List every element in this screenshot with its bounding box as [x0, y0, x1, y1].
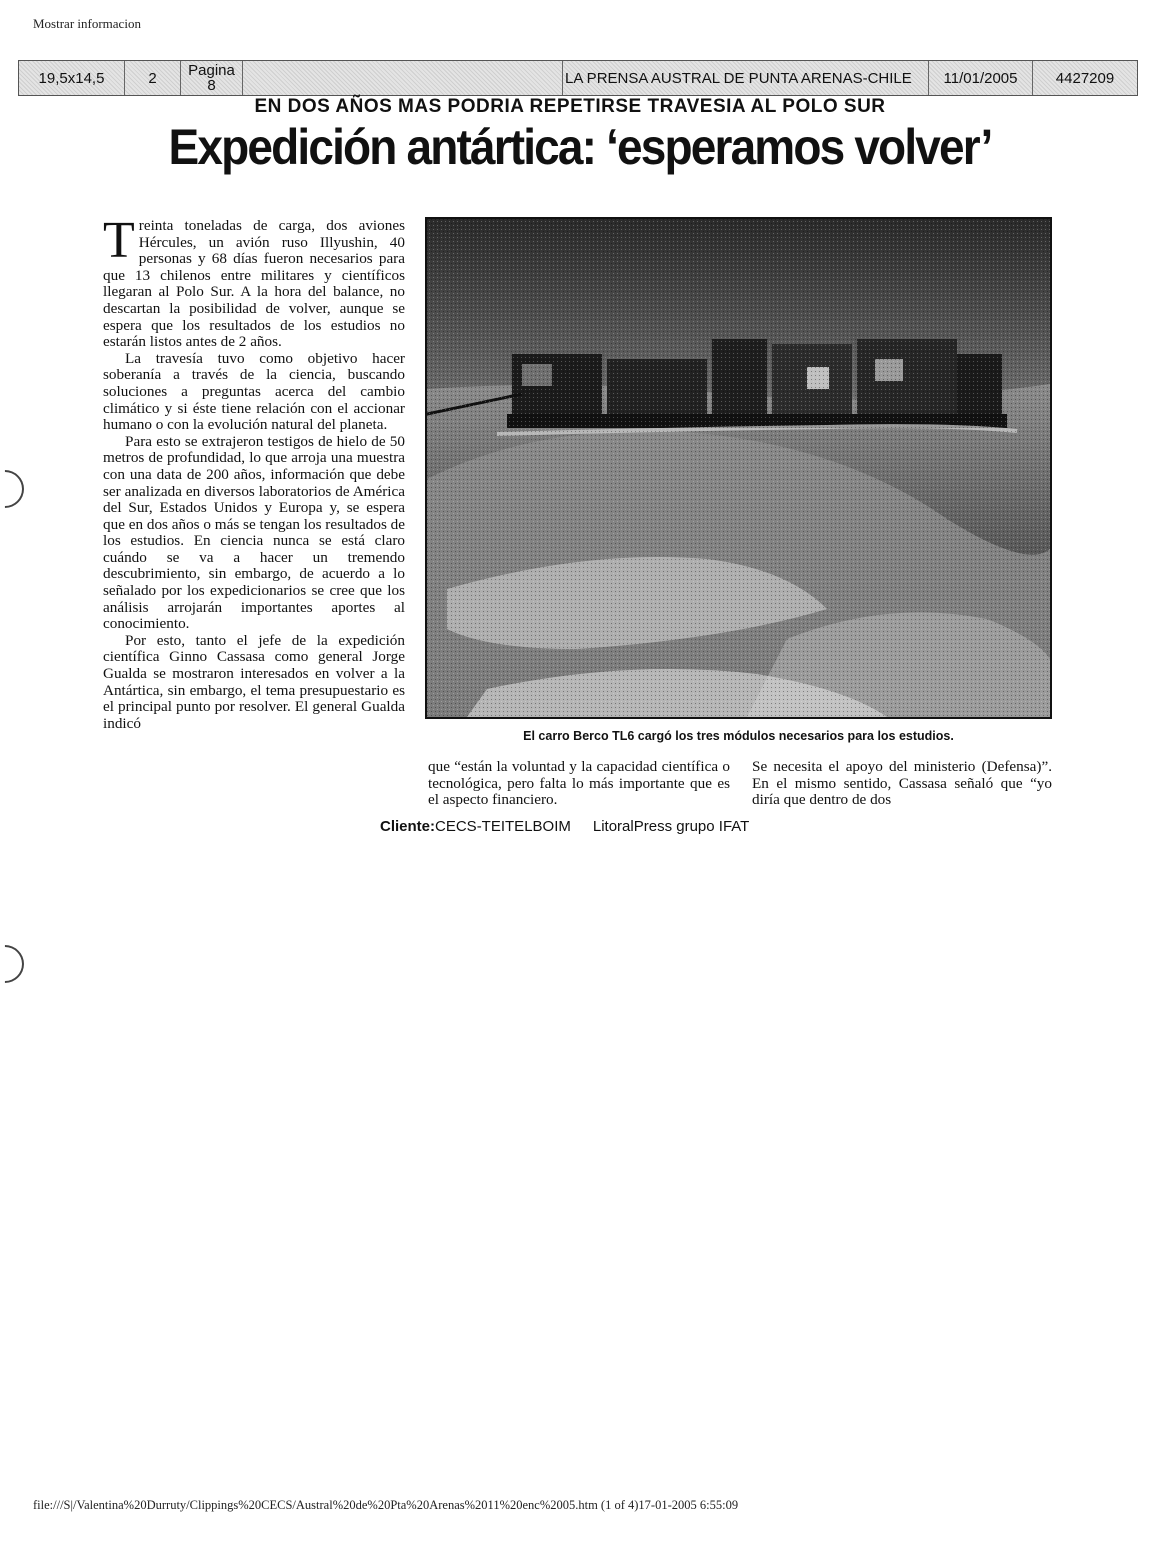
- meta-page-label: Pagina: [188, 62, 235, 79]
- antarctic-vehicle-photo: [427, 219, 1050, 717]
- article-paragraph-3: Para esto se extrajeron testigos de hielo de 50 metros de profundidad, lo que arroja una muestra con una data de 200 años, información que debe ser analizada en diversos laboratorios de América del Sur, Estados Unidos y Europa y, se espera que en dos años o más se tengan los resultados de los estudios. En ciencia nunca se está claro cuándo se va a hacer un tremendo descubrimiento, sin embargo, de acuerdo a lo señalado por los expedicionarios se cree que los análisis arrojarán importantes aportes al conocimiento.: [103, 432, 405, 633]
- article-column-right: [752, 759, 1052, 809]
- client-label: Cliente:: [380, 818, 436, 835]
- client-line: [380, 818, 749, 835]
- article-kicker: EN DOS AÑOS MAS PODRIA REPETIRSE TRAVESIA AL POLO SUR: [254, 96, 886, 117]
- article-column-middle: [428, 759, 730, 809]
- article-paragraph-1: [103, 212, 405, 351]
- punch-hole-mark: [0, 462, 32, 516]
- photo-caption: El carro Berco TL6 cargó los tres módulos necesarios para los estudios.: [523, 729, 954, 743]
- meta-spacer: [243, 61, 563, 95]
- meta-size: 19,5x14,5: [19, 61, 125, 95]
- meta-page-number: 8: [207, 77, 216, 94]
- article-continuation-middle: que “están la voluntad y la capacidad científica o tecnológica, pero falta lo más importante que es el aspecto financiero.: [428, 758, 730, 809]
- article-photo: [425, 217, 1052, 719]
- meta-number: 2: [125, 61, 181, 95]
- meta-id: 4427209: [1055, 69, 1115, 87]
- meta-publication: LA PRENSA AUSTRAL DE PUNTA ARENAS-CHILE: [563, 61, 929, 95]
- meta-date: 11/01/2005: [929, 61, 1033, 95]
- paragraph-1-text: reinta toneladas de carga, dos aviones Hércules, un avión ruso Illyushin, 40 personas y 68 días fueron necesarios para que 13 chilenos entre militares y científicos llegaran al Polo Sur. A la hora del balance, no descartan la posibilidad de volver, aunque se espera que los resultados de los estudios no estarán listos antes de 2 años.: [103, 217, 405, 351]
- article-continuation-right: Se necesita el apoyo del ministerio (Defensa)”. En el mismo sentido, Cassasa señaló que “yo diría que dentro de dos: [752, 758, 1052, 809]
- article-column-left: [103, 212, 405, 732]
- article-paragraph-4: Por esto, tanto el jefe de la expedición científica Ginno Cassasa como general Jorge Gualda se mostraron interesados en volver a la Antártica, sin embargo, el tema presupuestario es el principal punto por resolver. El general Gualda indicó: [103, 631, 405, 732]
- client-name: CECS-TEITELBOIM: [435, 818, 571, 835]
- punch-hole-mark: [0, 937, 32, 991]
- dropcap: T: [103, 212, 135, 269]
- press-agency: LitoralPress grupo IFAT: [592, 818, 750, 835]
- clipping-metadata-bar: [18, 60, 1138, 96]
- page-top-label: Mostrar informacion: [33, 16, 141, 31]
- article-headline: Expedición antártica: ‘esperamos volver’: [168, 119, 992, 175]
- article-paragraph-2: La travesía tuvo como objetivo hacer soberanía a través de la ciencia, buscando soluciones a preguntas acerca del cambio climático y si éste tiene relación con el accionar humano o con la evolución natural del planeta.: [103, 349, 405, 434]
- meta-page: [181, 61, 243, 95]
- footer-file-path: file:///S|/Valentina%20Durruty/Clippings%20CECS/Austral%20de%20Pta%20Arenas%2011%20enc%2005.htm (1 of 4)17-01-2005 6:55:09: [33, 1498, 739, 1512]
